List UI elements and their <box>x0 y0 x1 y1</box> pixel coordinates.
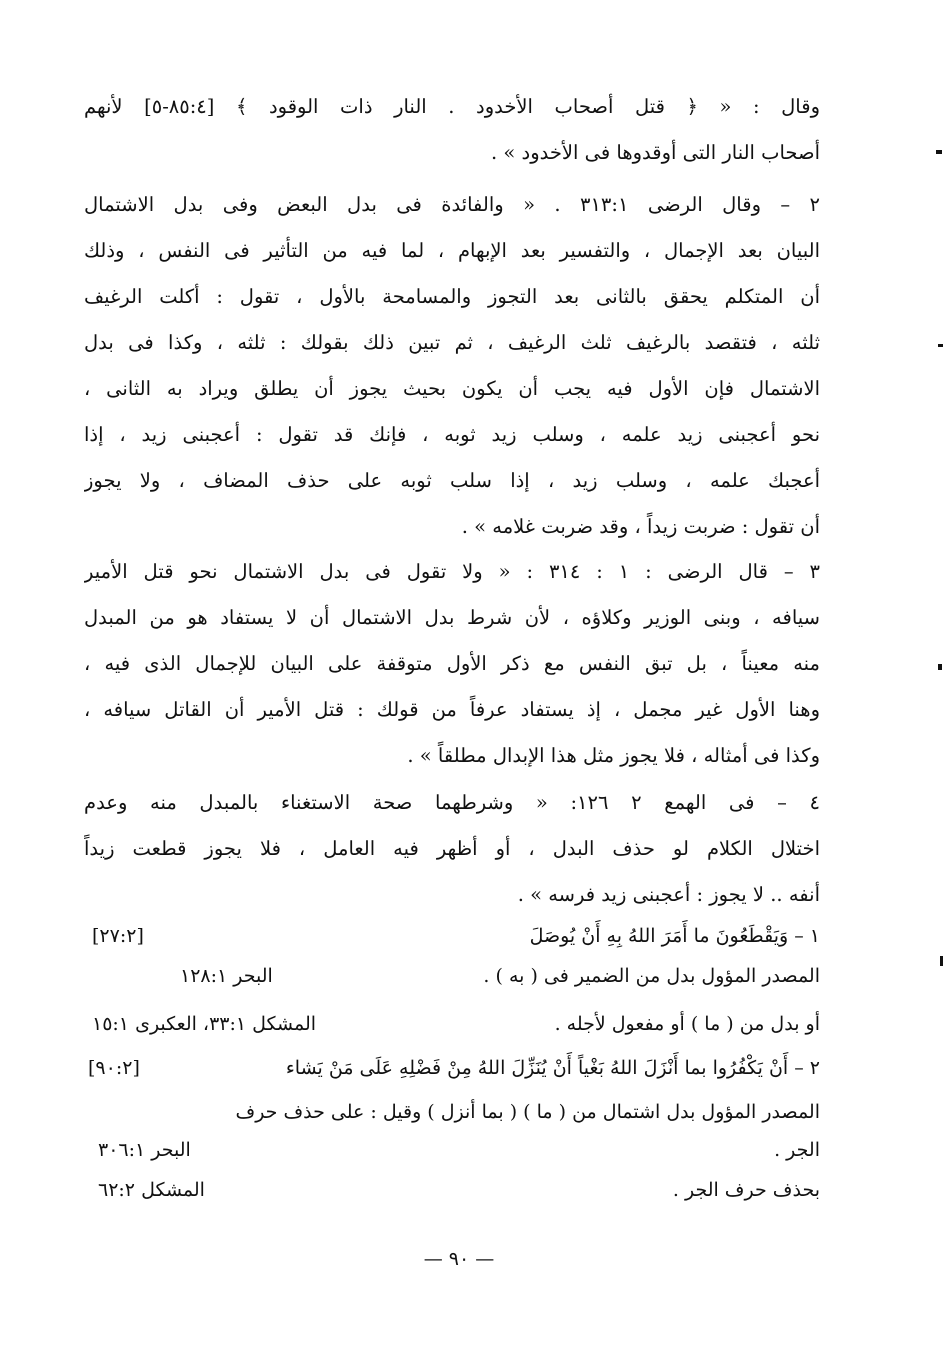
paragraph-2 <box>84 182 820 550</box>
text-line: ٤ – فى الهمع ٢ ١٢٦: « وشرطهما صحة الاستغناء بالمبدل منه وعدم <box>84 791 820 814</box>
entry-reference: البحر ١٢٨:١ <box>180 965 273 987</box>
entry-note <box>84 956 820 996</box>
entry-text: بحذف حرف الجر . <box>672 1179 820 1201</box>
text-line: سيافه ، وبنى الوزير وكلاؤه ، لأن شرط بدل الاشتمال أن لا يستفاد هو من المبدل <box>84 606 820 629</box>
scan-mark <box>940 956 943 966</box>
entry-text: المصدر المؤول بدل من الضمير فى ( به ) . <box>483 965 820 987</box>
text-line: نحو أعجبنى زيد علمه ، وسلب زيد ثوبه ، فإنك قد تقول : أعجبنى زيد ، إذا <box>84 423 820 446</box>
entry-reference: [٩٠:٢] <box>88 1057 140 1079</box>
entry-verse-1 <box>84 916 820 956</box>
text-line: وكذا فى أمثاله ، فلا يجوز مثل هذا الإبدال مطلقاً » . <box>407 744 820 767</box>
entry-text: أو بدل من ( ما ) أو مفعول لأجله . <box>554 1013 820 1035</box>
paragraph-1 <box>84 84 820 176</box>
entry-note <box>84 1170 820 1210</box>
text-line: أعجبك علمه ، وسلب زيد ، إذا سلب ثوبه على حذف المضاف ، ولا يجوز <box>84 469 820 492</box>
text-line: وقال : « ﴿ قتل أصحاب الأخدود . النار ذات الوقود ﴾ [٨٥:٤-٥] لأنهم <box>84 95 820 118</box>
entry-verse-2 <box>84 1048 820 1088</box>
entry-note <box>84 1130 820 1170</box>
entry-note <box>84 1092 820 1132</box>
text-line: الاشتمال فإن الأول فيه يجب أن يكون بحيث يجوز أن يطلق ويراد به الثانى ، <box>84 377 820 400</box>
text-line: البيان بعد الإجمال ، والتفسير بعد الإبهام ، لما فيه من التأثير فى النفس ، وذلك <box>84 239 820 262</box>
paragraph-4 <box>84 780 820 918</box>
scan-mark <box>938 664 942 670</box>
paragraph-3 <box>84 549 820 779</box>
text-line: منه معيناً ، بل تبق النفس مع ذكر الأول متوقفة على البيان للإجمال الذى فيه ، <box>84 652 820 675</box>
text-line: وهنا الأول غير مجمل ، إذ يستفاد عرفاً من قولك : قتل الأمير أن القاتل سيافه ، <box>84 698 820 721</box>
entry-reference: البحر ٣٠٦:١ <box>98 1139 191 1161</box>
text-line: أنفه .. لا يجوز : أعجبنى زيد فرسه » . <box>517 883 820 906</box>
text-line: ٣ – قال الرضى : ١ : ٣١٤ : « ولا تقول فى بدل الاشتمال نحو قتل الأمير <box>84 560 820 583</box>
scan-mark <box>938 344 943 347</box>
entry-text: ٢ – أَنْ يَكْفُرُوا بما أَنْزَلَ اللهُ بَغْياً أَنْ يُنَزِّلَ اللهُ مِنْ فَضْلِهِ عَلَى مَنْ يَشاء <box>285 1057 820 1079</box>
text-line: ٢ – وقال الرضى ٣١٣:١ . « والفائدة فى بدل البعض وفى بدل الاشتمال <box>84 193 820 216</box>
text-line: أن تقول : ضربت زيداً ، وقد ضربت غلامه » . <box>461 515 820 538</box>
text-line: أن المتكلم يحقق بالثانى بعد التجوز والمسامحة بالأول ، تقول : أكلت الرغيف <box>84 285 820 308</box>
text-line: ثلثه ، فتقصد بالرغيف ثلث الرغيف ، ثم تبين ذلك بقولك : ثلثه ، وكذا فى بدل <box>84 331 820 354</box>
entry-text: ١ – وَيَقْطَعُونَ ما أَمَرَ اللهُ بِهِ أَنْ يُوصَلَ <box>529 925 820 947</box>
text-line: أصحاب النار التى أوقدوها فى الأخدود » . <box>490 141 820 164</box>
entry-reference: المشكل ٦٢:٢ <box>98 1179 205 1201</box>
entry-text: المصدر المؤول بدل اشتمال من ( ما ) ( بما أنزل ) وقيل : على حذف حرف <box>235 1101 820 1123</box>
page-number: — ٩٠ — <box>423 1248 495 1270</box>
entry-reference: [٢٧:٢] <box>92 925 144 947</box>
entry-reference: المشكل ٣٣:١، العكبرى ١٥:١ <box>92 1013 317 1035</box>
entry-note <box>84 1004 820 1044</box>
scan-mark <box>936 150 942 154</box>
entry-text: الجر . <box>774 1139 820 1161</box>
text-line: اختلال الكلام لو حذف البدل ، أو أظهر فيه العامل ، فلا يجوز قطعت زيداً <box>84 837 820 860</box>
